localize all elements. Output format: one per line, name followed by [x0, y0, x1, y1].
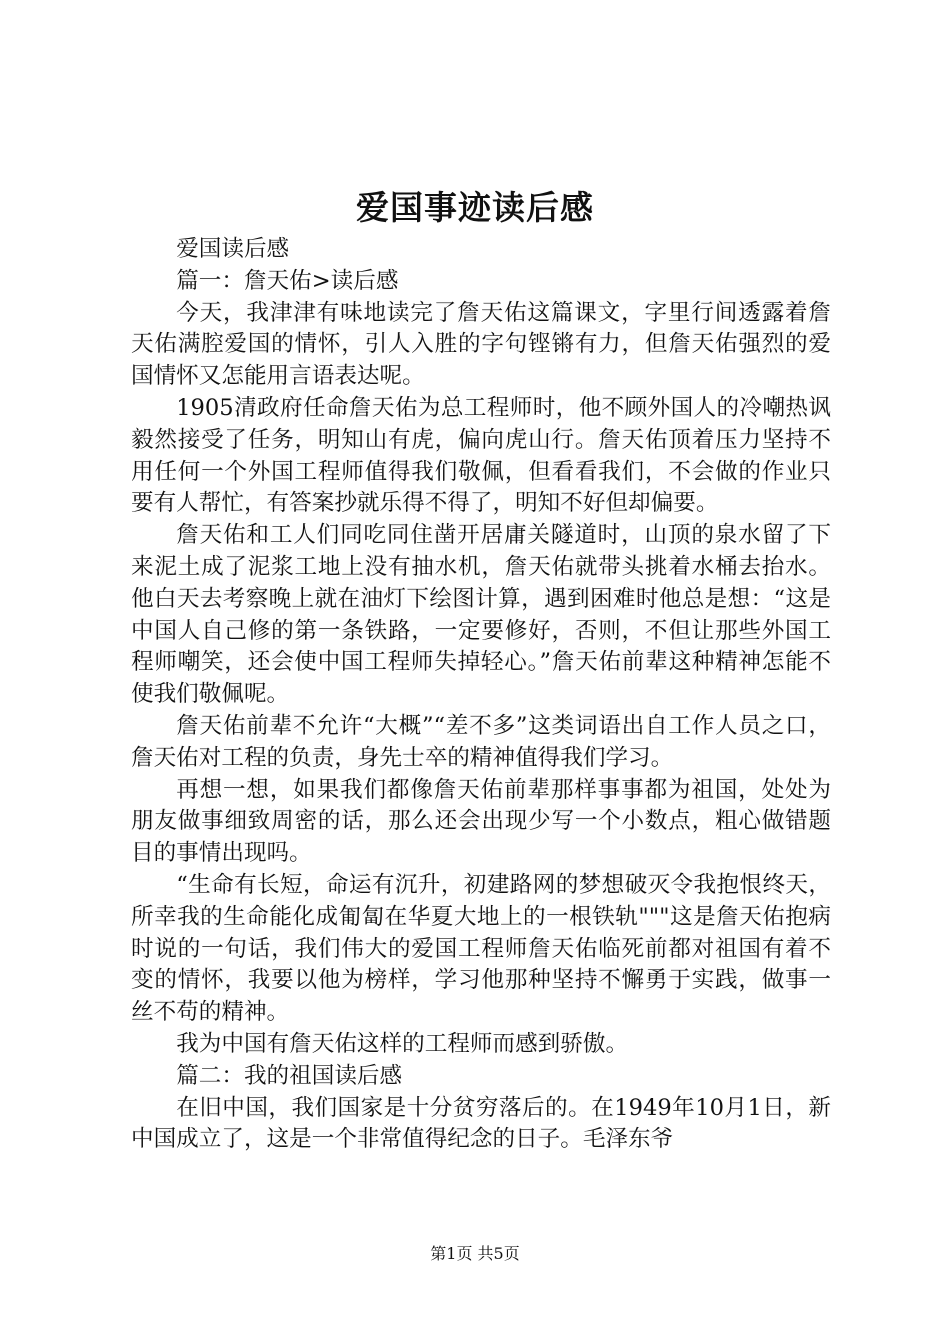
paragraph: 詹天佑和工人们同吃同住凿开居庸关隧道时，山顶的泉水留了下来泥土成了泥浆工地上没有抽水机，詹天佑就带头挑着水桶去抬水。他白天去考察晚上就在油灯下绘图计算，遇到困难时他总是想：“这是中国人自己修的第一条铁路，一定要修好，否则，不但让那些外国工程师嘲笑，还会使中国工程师失掉轻心。”詹天佑前辈这种精神怎能不使我们敬佩呢。	[131, 522, 831, 708]
paragraph-section-one-heading: 篇一：詹天佑>读后感	[176, 267, 399, 294]
paragraph: 再想一想，如果我们都像詹天佑前辈那样事事都为祖国，处处为朋友做事细致周密的话，那么还会出现少写一个小数点，粗心做错题目的事情出现吗。	[131, 776, 831, 867]
paragraph: 今天，我津津有味地读完了詹天佑这篇课文，字里行间透露着詹天佑满腔爱国的情怀，引人入胜的字句铿锵有力，但詹天佑强烈的爱国情怀又怎能用言语表达呢。	[131, 299, 831, 390]
paragraph-section-two-heading: 篇二：我的祖国读后感	[176, 1062, 403, 1089]
paragraph-subtitle: 爱国读后感	[176, 236, 290, 262]
paragraph: 在旧中国，我们国家是十分贫穷落后的。在1949年10月1日，新中国成立了，这是一个非常值得纪念的日子。毛泽东爷	[131, 1094, 831, 1153]
paragraph: 詹天佑前辈不允许“大概”“差不多”这类词语出自工作人员之口，詹天佑对工程的负责，身先士卒的精神值得我们学习。	[131, 712, 831, 771]
paragraph: “生命有长短，命运有沉升，初建路网的梦想破灭令我抱恨终天，所幸我的生命能化成匍匐在华夏大地上的一根铁轨"""这是詹天佑抱病时说的一句话，我们伟大的爱国工程师詹天佑临死前都对祖国有着不变的情怀，我要以他为榜样，学习他那种坚持不懈勇于实践，做事一丝不苟的精神。	[131, 871, 831, 1026]
paragraph: 我为中国有詹天佑这样的工程师而感到骄傲。	[176, 1030, 629, 1057]
page-number-footer: 第1页 共5页	[430, 1244, 520, 1263]
document-body	[131, 234, 831, 1156]
document-title: 爱国事迹读后感	[356, 188, 594, 227]
paragraph: 1905清政府任命詹天佑为总工程师时，他不顾外国人的冷嘲热讽毅然接受了任务，明知山有虎，偏向虎山行。詹天佑顶着压力坚持不用任何一个外国工程师值得我们敬佩，但看看我们，不会做的作业只要有人帮忙，有答案抄就乐得不得了，明知不好但却偏要。	[131, 394, 831, 517]
